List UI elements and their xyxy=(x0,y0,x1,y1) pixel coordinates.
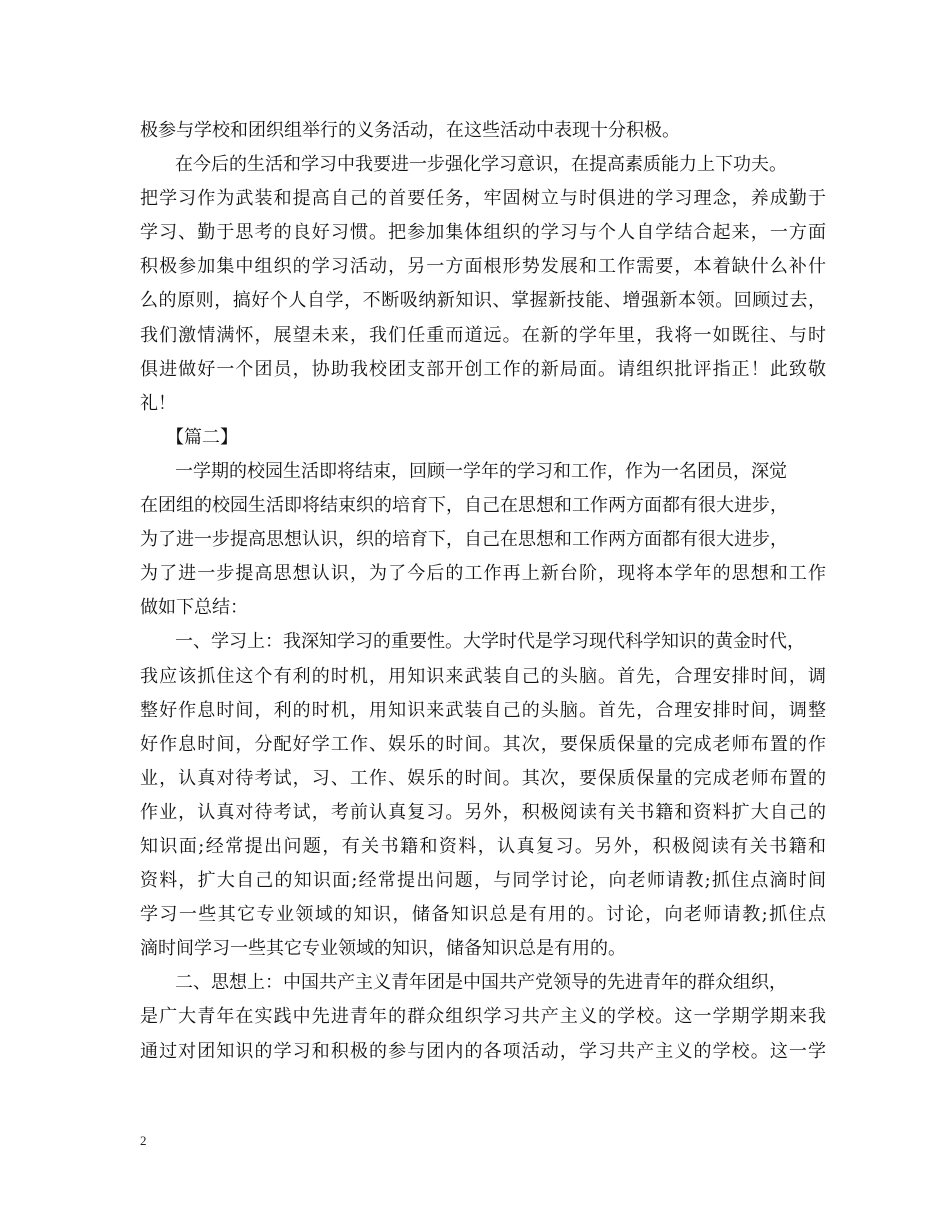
body-line: 为了进一步提高思想认识，为了今后的工作再上新台阶，现将本学年的思想和工作 xyxy=(140,563,826,585)
body-line: 么的原则，搞好个人自学，不断吸纳新知识、掌握新技能、增强新本领。回顾过去， xyxy=(140,290,826,312)
body-line: 我应该抓住这个有利的时机，用知识来武装自己的头脑。首先，合理安排时间，调 xyxy=(140,665,826,687)
body-line: 业，认真对待考试，习、工作、娱乐的时间。其次，要保质保量的完成老师布置的 xyxy=(140,767,826,789)
body-line: 在团组的校园生活即将结束织的培育下，自己在思想和工作两方面都有很大进步， xyxy=(140,495,788,517)
section-heading: 【篇二】 xyxy=(166,426,238,448)
body-line: 俱进做好一个团员，协助我校团支部开创工作的新局面。请组织批评指正！此致敬 xyxy=(140,358,826,380)
body-line: 通过对团知识的学习和积极的参与团内的各项活动，学习共产主义的学校。这一学 xyxy=(140,1040,826,1062)
paragraph-first-line: 在今后的生活和学习中我要进一步强化学习意识，在提高素质能力上下功夫。 xyxy=(175,154,787,176)
paragraph-first-line: 一、学习上：我深知学习的重要性。大学时代是学习现代科学知识的黄金时代， xyxy=(175,631,805,653)
body-line: 学习一些其它专业领域的知识，储备知识总是有用的。讨论，向老师请教;抓住点 xyxy=(140,904,826,926)
document-body xyxy=(140,114,826,1069)
body-line: 极参与学校和团织组举行的义务活动，在这些活动中表现十分积极。 xyxy=(140,120,680,141)
body-line: 好作息时间，分配好学工作、娱乐的时间。其次，要保质保量的完成老师布置的作 xyxy=(140,733,826,755)
body-line: 学习、勤于思考的良好习惯。把参加集体组织的学习与个人自学结合起来，一方面 xyxy=(140,222,826,244)
body-line: 整好作息时间，利的时机，用知识来武装自己的头脑。首先，合理安排时间，调整 xyxy=(140,699,826,721)
body-line: 礼！ xyxy=(140,392,176,414)
body-line: 资料，扩大自己的知识面;经常提出问题，与同学讨论，向老师请教;抓住点滴时间 xyxy=(140,870,826,892)
body-line: 我们激情满怀，展望未来，我们任重而道远。在新的学年里，我将一如既往、与时 xyxy=(140,324,826,346)
body-line: 是广大青年在实践中先进青年的群众组织学习共产主义的学校。这一学期学期来我 xyxy=(140,1006,826,1028)
body-line: 滴时间学习一些其它专业领域的知识，储备知识总是有用的。 xyxy=(140,938,626,960)
body-line: 积极参加集中组织的学习活动，另一方面根形势发展和工作需要，本着缺什么补什 xyxy=(140,256,826,278)
body-line: 做如下总结： xyxy=(140,597,248,619)
page-number: 2 xyxy=(140,1133,147,1148)
body-line: 为了进一步提高思想认识，织的培育下，自己在思想和工作两方面都有很大进步， xyxy=(140,529,788,551)
paragraph-first-line: 一学期的校园生活即将结束，回顾一学年的学习和工作，作为一名团员，深觉 xyxy=(175,460,787,482)
body-line: 作业，认真对待考试，考前认真复习。另外，积极阅读有关书籍和资料扩大自己的 xyxy=(140,801,826,823)
body-line: 知识面;经常提出问题，有关书籍和资料，认真复习。另外，积极阅读有关书籍和 xyxy=(140,835,826,857)
paragraph-first-line: 二、思想上：中国共产主义青年团是中国共产党领导的先进青年的群众组织， xyxy=(175,972,787,994)
body-line: 把学习作为武装和提高自己的首要任务，牢固树立与时俱进的学习理念，养成勤于 xyxy=(140,188,826,210)
